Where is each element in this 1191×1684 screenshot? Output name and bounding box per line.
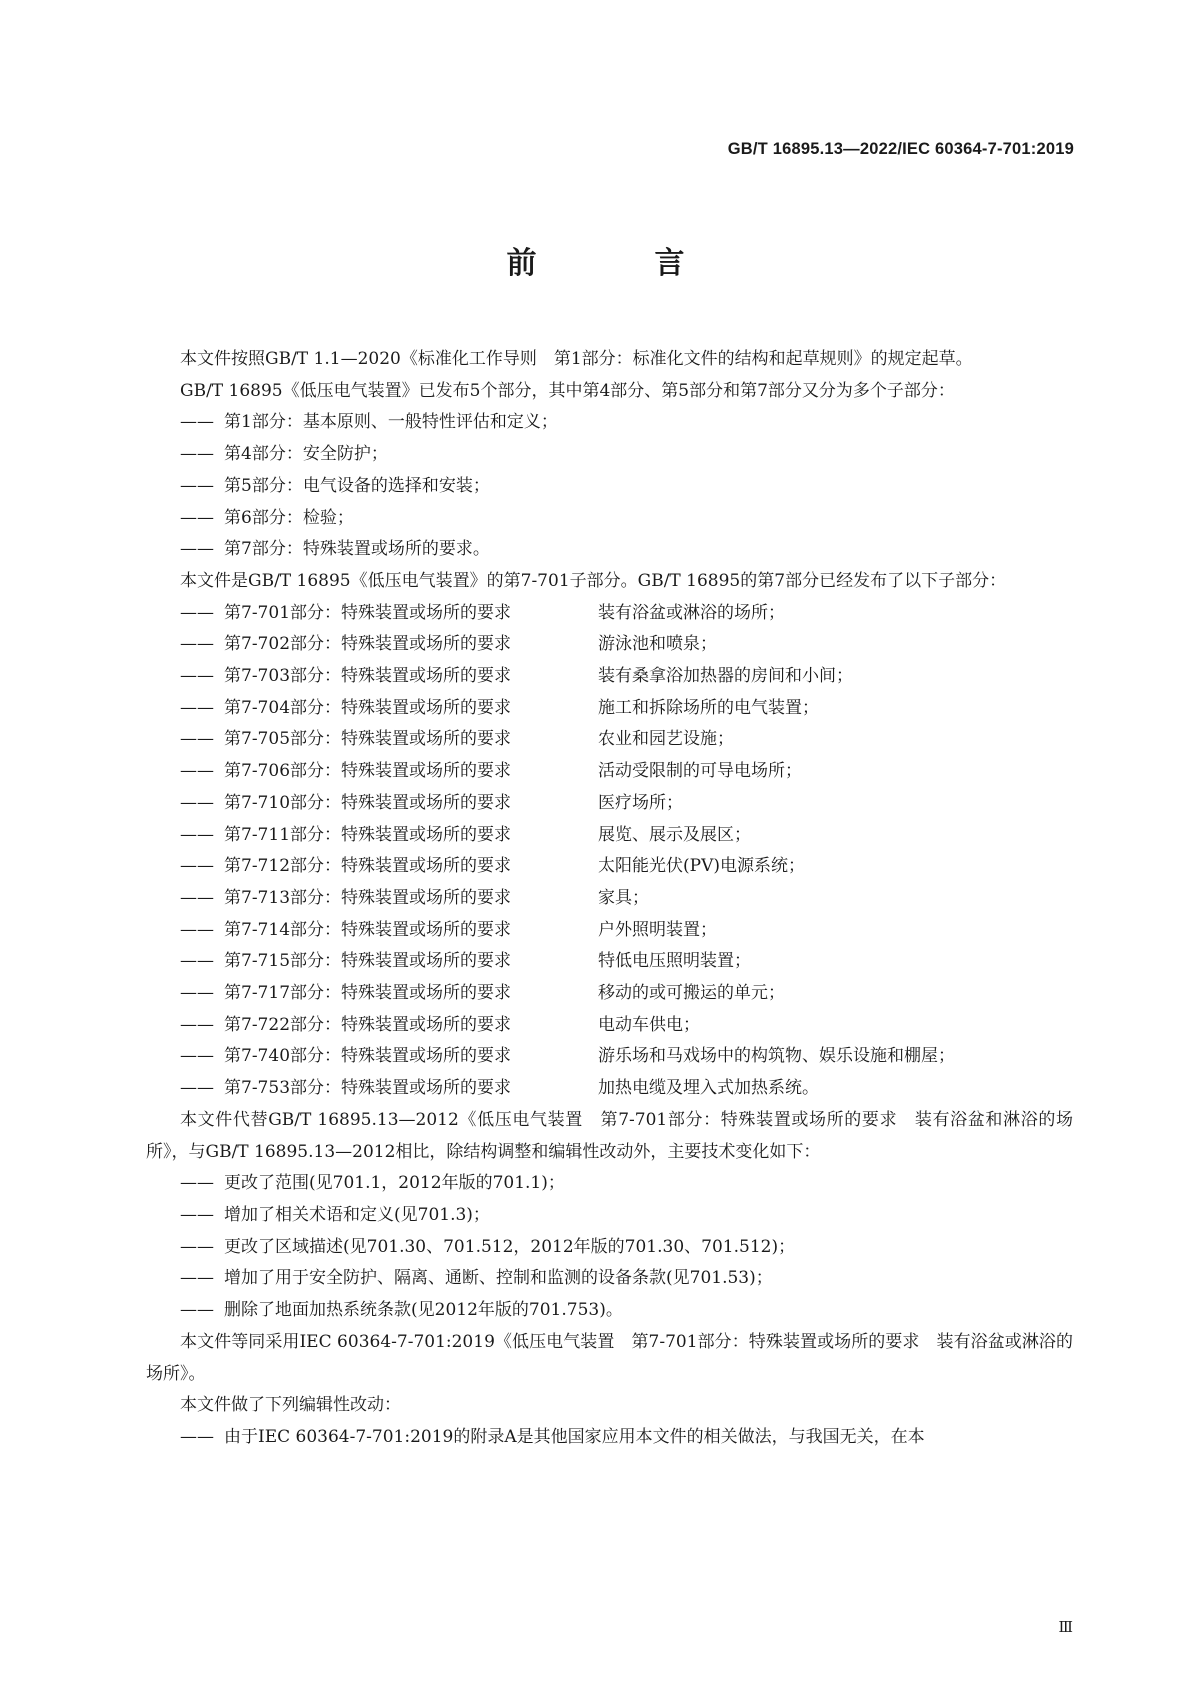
paragraph-replacement: 本文件代替GB/T 16895.13—2012《低压电气装置 第7-701部分：特殊装置或场所的要求 装有浴盆和淋浴的场所》，与GB/T 16895.13—2012相比，除结构调整和编辑性改动外，主要技术变化如下： — [146, 1109, 1073, 1162]
list-item-text: 删除了地面加热系统条款(见2012年版的701.753)。 — [224, 1300, 623, 1321]
list-item — [146, 820, 1073, 852]
subpart-number: 第7-714部分：特殊装置或场所的要求 — [224, 919, 512, 940]
dash-marker: —— — [180, 602, 214, 623]
list-item — [146, 915, 1073, 947]
dash-marker: —— — [180, 539, 214, 560]
dash-marker: —— — [180, 666, 214, 687]
subpart-number: 第7-702部分：特殊装置或场所的要求 — [224, 634, 512, 655]
dash-marker: —— — [180, 697, 214, 718]
paragraph-parts-intro: GB/T 16895《低压电气装置》已发布5个部分，其中第4部分、第5部分和第7部分又分为多个子部分： — [180, 380, 955, 401]
list-item — [146, 1168, 1073, 1200]
dash-marker: —— — [180, 951, 214, 972]
subpart-number: 第7-711部分：特殊装置或场所的要求 — [224, 824, 512, 845]
list-item — [146, 629, 1073, 661]
list-item-text: 第7部分：特殊装置或场所的要求。 — [224, 539, 490, 560]
dash-marker: —— — [180, 444, 214, 465]
document-standard-number: GB/T 16895.13—2022/IEC 60364-7-701:2019 — [727, 140, 1074, 158]
list-item — [146, 503, 1073, 535]
list-item — [146, 1200, 1073, 1232]
list-item — [146, 724, 1073, 756]
subpart-description: 家具； — [598, 887, 649, 908]
subpart-description: 游乐场和马戏场中的构筑物、娱乐设施和棚屋； — [598, 1046, 955, 1067]
page-title: 前 言 — [506, 246, 729, 281]
list-item-text: 增加了用于安全防护、隔离、通断、控制和监测的设备条款(见701.53)； — [224, 1268, 773, 1289]
list-item — [146, 661, 1073, 693]
subpart-description: 装有桑拿浴加热器的房间和小间； — [598, 666, 853, 687]
list-item-text: 更改了区域描述(见701.30、701.512，2012年版的701.30、701.512)； — [224, 1236, 796, 1257]
subpart-description: 太阳能光伏(PV)电源系统； — [598, 856, 805, 877]
dash-marker: —— — [180, 919, 214, 940]
list-item-text: 由于IEC 60364-7-701:2019的附录A是其他国家应用本文件的相关做法，与我国无关，在本 — [224, 1426, 925, 1447]
subparts-list — [146, 598, 1073, 1105]
dash-marker: —— — [180, 1014, 214, 1035]
subpart-description: 展览、展示及展区； — [598, 824, 751, 845]
list-item-text: 第4部分：安全防护； — [224, 444, 388, 465]
subpart-description: 特低电压照明装置； — [598, 951, 751, 972]
dash-marker: —— — [180, 761, 214, 782]
dash-marker: —— — [180, 475, 214, 496]
list-item-text: 更改了范围(见701.1，2012年版的701.1)； — [224, 1173, 565, 1194]
list-item — [146, 788, 1073, 820]
list-item — [146, 978, 1073, 1010]
dash-marker: —— — [180, 729, 214, 750]
list-item — [146, 1010, 1073, 1042]
dash-marker: —— — [180, 792, 214, 813]
subpart-description: 装有浴盆或淋浴的场所； — [598, 602, 785, 623]
list-item — [146, 693, 1073, 725]
dash-marker: —— — [180, 1300, 214, 1321]
list-item — [146, 471, 1073, 503]
dash-marker: —— — [180, 1078, 214, 1099]
subpart-description: 游泳池和喷泉； — [598, 634, 717, 655]
paragraph-editorial-intro: 本文件做了下列编辑性改动： — [180, 1395, 401, 1416]
list-item — [146, 1073, 1073, 1105]
paragraph-equivalence: 本文件等同采用IEC 60364-7-701:2019《低压电气装置 第7-701部分：特殊装置或场所的要求 装有浴盆或淋浴的场所》。 — [146, 1331, 1073, 1384]
list-item-text: 第1部分：基本原则、一般特性评估和定义； — [224, 412, 558, 433]
list-item-text: 第5部分：电气设备的选择和安装； — [224, 475, 490, 496]
subpart-description: 农业和园艺设施； — [598, 729, 734, 750]
dash-marker: —— — [180, 1204, 214, 1225]
dash-marker: —— — [180, 887, 214, 908]
subpart-number: 第7-703部分：特殊装置或场所的要求 — [224, 666, 512, 687]
dash-marker: —— — [180, 824, 214, 845]
page-number: Ⅲ — [1058, 1618, 1073, 1636]
subpart-number: 第7-704部分：特殊装置或场所的要求 — [224, 697, 512, 718]
dash-marker: —— — [180, 1268, 214, 1289]
paragraph-drafting-rules: 本文件按照GB/T 1.1—2020《标准化工作导则 第1部分：标准化文件的结构和起草规则》的规定起草。 — [180, 349, 973, 369]
list-item-text: 增加了相关术语和定义(见701.3)； — [224, 1204, 490, 1225]
subpart-description: 加热电缆及埋入式加热系统。 — [598, 1078, 819, 1099]
parts-list — [146, 407, 1073, 566]
subpart-description: 施工和拆除场所的电气装置； — [598, 697, 819, 718]
dash-marker: —— — [180, 983, 214, 1004]
subpart-number: 第7-701部分：特殊装置或场所的要求 — [224, 602, 512, 623]
subpart-number: 第7-706部分：特殊装置或场所的要求 — [224, 761, 512, 782]
list-item — [146, 1041, 1073, 1073]
list-item — [146, 1295, 1073, 1327]
subpart-number: 第7-713部分：特殊装置或场所的要求 — [224, 887, 512, 908]
list-item — [146, 946, 1073, 978]
dash-marker: —— — [180, 856, 214, 877]
subpart-number: 第7-712部分：特殊装置或场所的要求 — [224, 856, 512, 877]
list-item — [146, 598, 1073, 630]
subpart-number: 第7-753部分：特殊装置或场所的要求 — [224, 1078, 512, 1099]
subpart-number: 第7-722部分：特殊装置或场所的要求 — [224, 1014, 512, 1035]
dash-marker: —— — [180, 507, 214, 528]
paragraph-subparts-intro: 本文件是GB/T 16895《低压电气装置》的第7-701子部分。GB/T 16895的第7部分已经发布了以下子部分： — [180, 570, 1007, 591]
list-item-text: 第6部分：检验； — [224, 507, 354, 528]
list-item — [146, 1263, 1073, 1295]
list-item — [146, 756, 1073, 788]
list-item — [146, 407, 1073, 439]
subpart-number: 第7-717部分：特殊装置或场所的要求 — [224, 983, 512, 1004]
dash-marker: —— — [180, 1426, 214, 1447]
list-item — [146, 439, 1073, 471]
subpart-number: 第7-715部分：特殊装置或场所的要求 — [224, 951, 512, 972]
dash-marker: —— — [180, 634, 214, 655]
foreword-body — [146, 344, 1073, 1454]
dash-marker: —— — [180, 1236, 214, 1257]
list-item — [146, 851, 1073, 883]
list-item — [146, 1422, 1073, 1454]
dash-marker: —— — [180, 1046, 214, 1067]
subpart-description: 电动车供电； — [598, 1014, 700, 1035]
subpart-description: 户外照明装置； — [598, 919, 717, 940]
dash-marker: —— — [180, 412, 214, 433]
subpart-number: 第7-710部分：特殊装置或场所的要求 — [224, 792, 512, 813]
list-item — [146, 534, 1073, 566]
subpart-number: 第7-705部分：特殊装置或场所的要求 — [224, 729, 512, 750]
subpart-description: 移动的或可搬运的单元； — [598, 983, 785, 1004]
subpart-description: 医疗场所； — [598, 792, 683, 813]
list-item — [146, 1232, 1073, 1264]
subpart-description: 活动受限制的可导电场所； — [598, 761, 802, 782]
subpart-number: 第7-740部分：特殊装置或场所的要求 — [224, 1046, 512, 1067]
changes-list — [146, 1168, 1073, 1327]
dash-marker: —— — [180, 1173, 214, 1194]
list-item — [146, 883, 1073, 915]
